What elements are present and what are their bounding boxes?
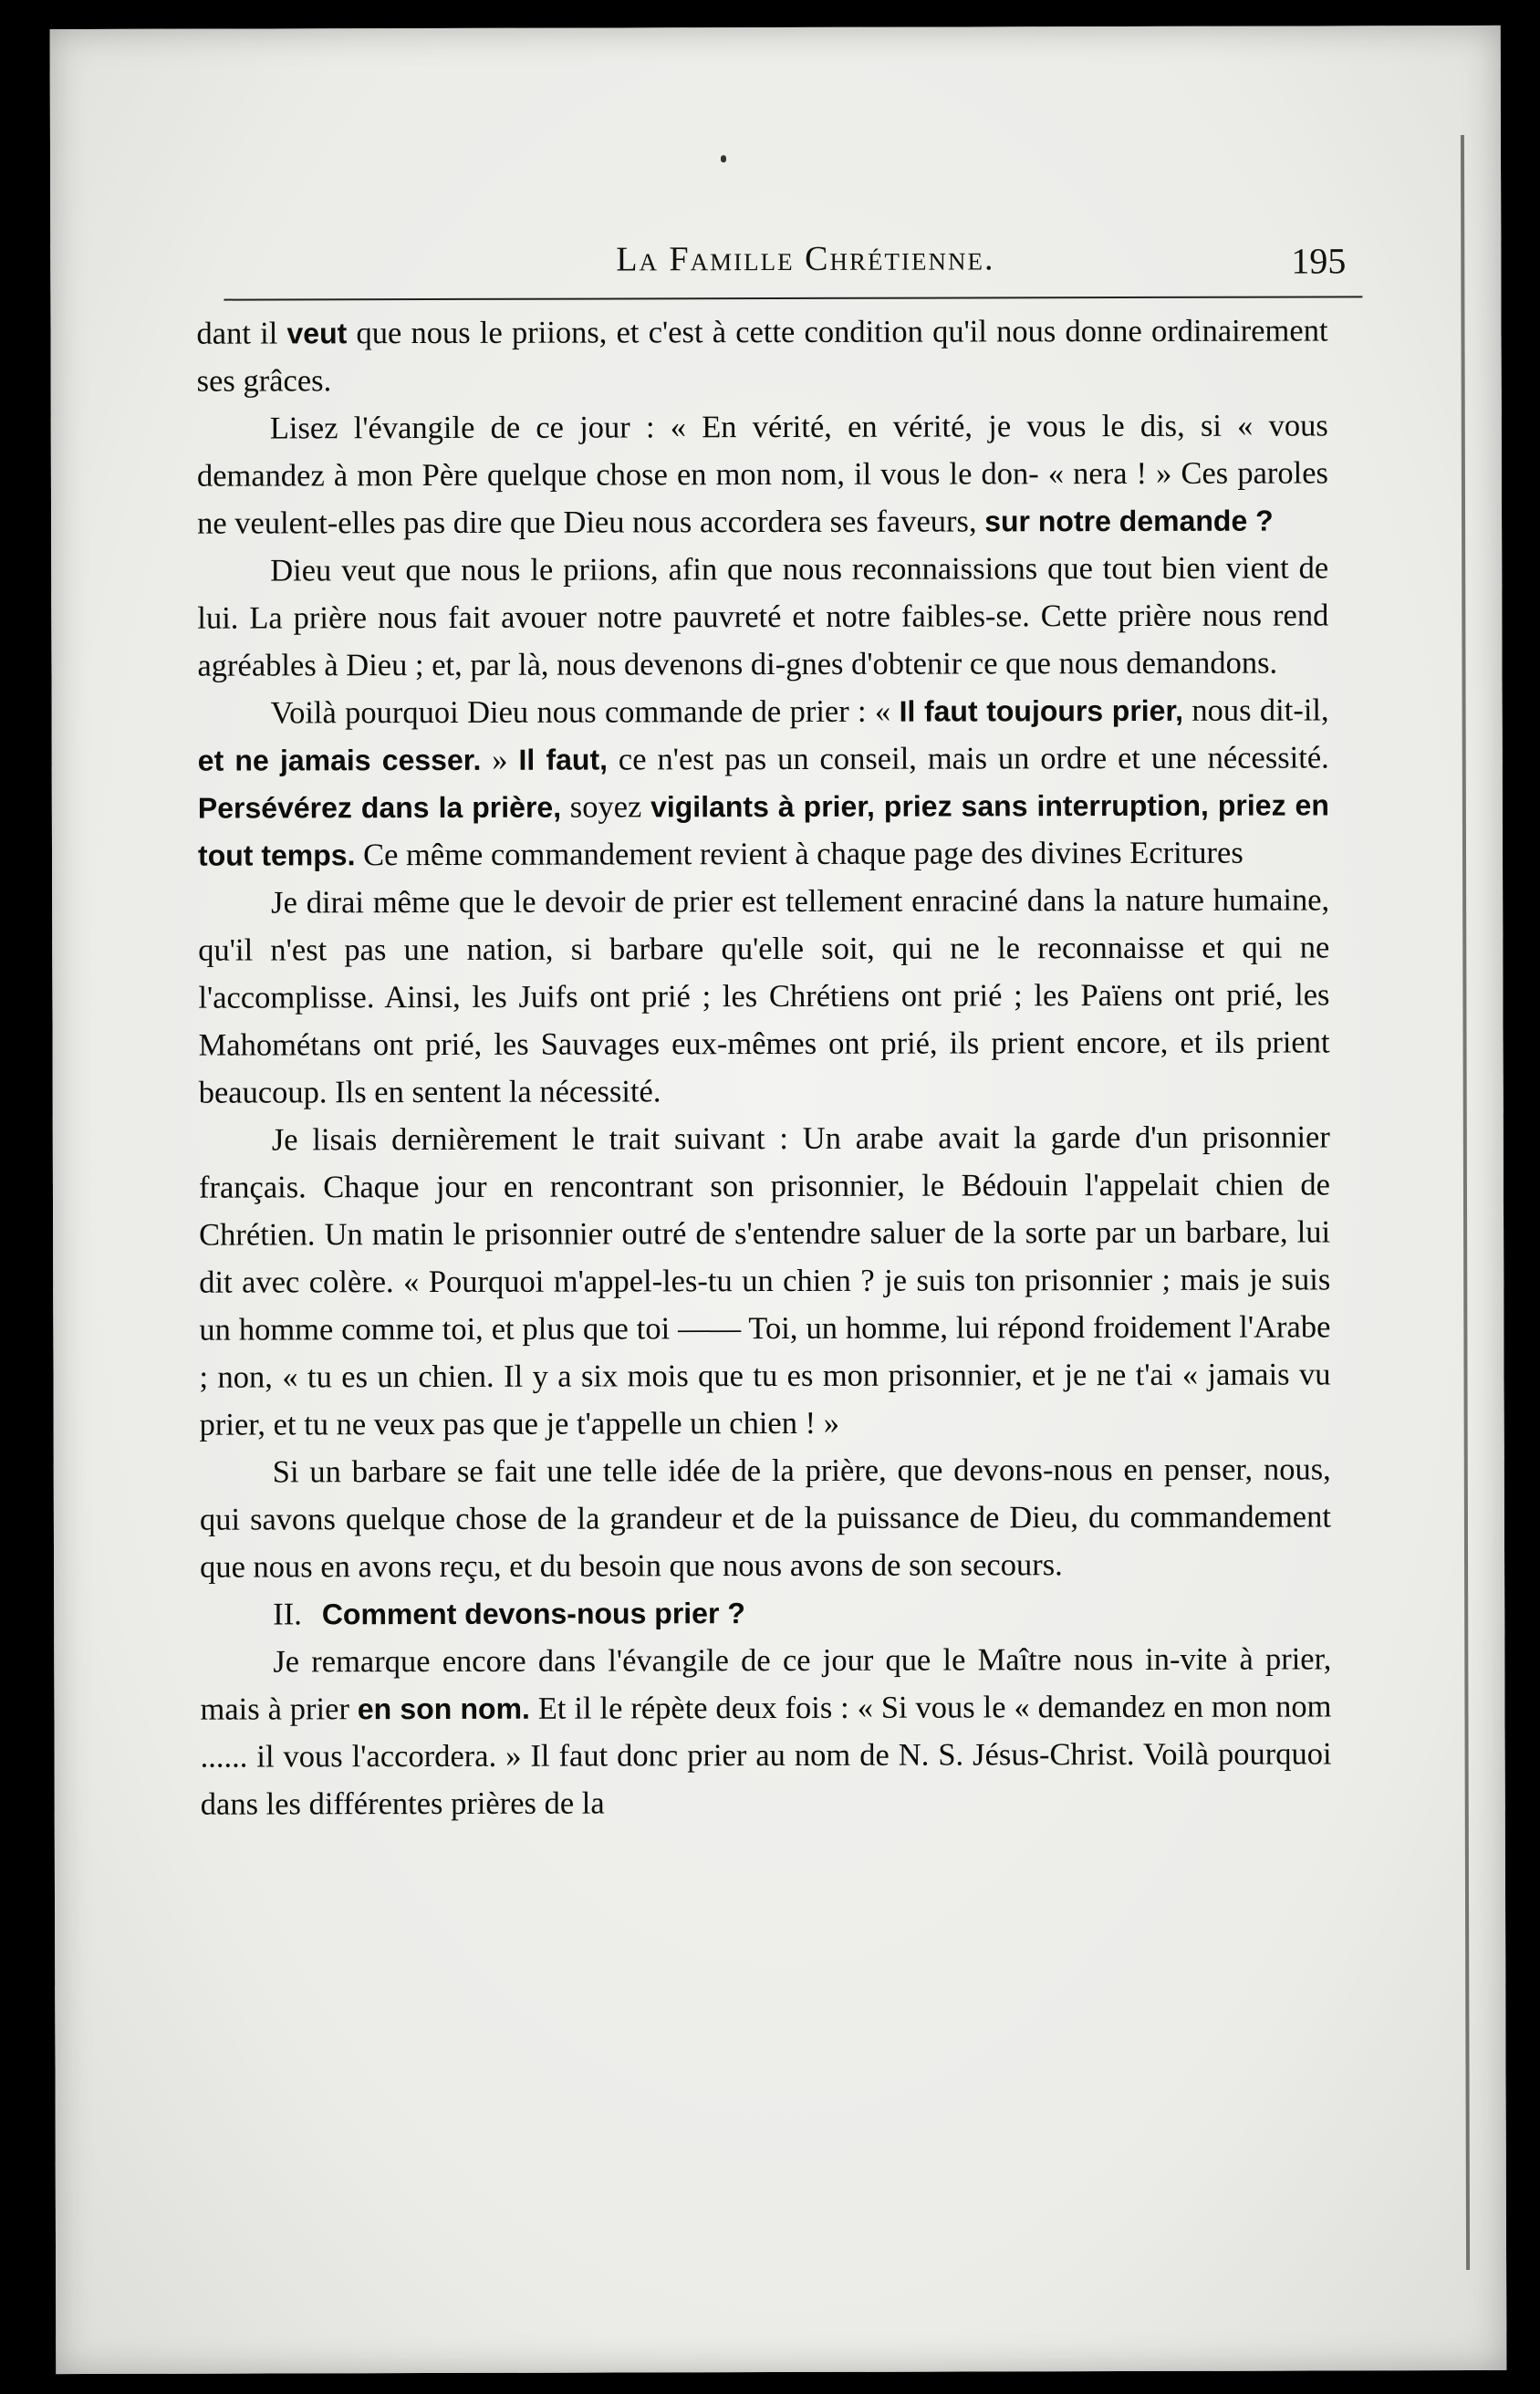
header-rule (224, 296, 1362, 300)
paragraph (198, 686, 1330, 879)
paragraph (200, 1445, 1331, 1590)
paragraph (198, 876, 1330, 1116)
emphasized-text: Persévérez dans la prière, (197, 790, 562, 825)
text-run: Et il le répète deux fois : « Si vous le « demandez en mon nom ...... il vous l'accordera. » Il faut donc prier au nom de N. S. Jésus-Christ. Voilà pourquoi dans les différentes prières de la (200, 1689, 1332, 1822)
emphasized-text: Il faut toujours prier, (899, 693, 1184, 728)
text-run: Je dirai même que le devoir de prier est tellement enraciné dans la nature humaine, qu'il n'est pas une nation, si barbare qu'elle soit, qui ne le reconnaisse et qui ne l'accomplisse. Ainsi, les Juifs ont prié ; les Chrétiens ont prié ; les Païens ont prié, les Mahométans ont prié, les Sauvages eux-mêmes ont prié, ils prient encore, et ils prient beaucoup. Ils en sentent la nécessité. (198, 882, 1330, 1110)
text-run: soyez (561, 789, 651, 825)
text-run: Je lisais dernièrement le trait suivant : Un arabe avait la garde d'un prisonnier français. Chaque jour en rencontrant son prisonnier, le Bédouin l'appelait chien de Chrétien. Un matin le prisonnier outré de s'entendre saluer de la sorte par un barbare, lui dit avec colère. « Pourquoi m'appel-les-tu un chien ? je suis ton prisonnier ; mais je suis un homme comme toi, et plus que toi —— Toi, un homme, lui répond froidement l'Arabe ; non, « tu es un chien. Il y a six mois que tu es mon prisonnier, et je ne t'ai « jamais vu prier, et tu ne veux pas que je t'appelle un chien ! » (198, 1119, 1331, 1442)
emphasized-text: en son nom. (357, 1691, 530, 1726)
text-run: Si un barbare se fait une telle idée de la prière, que devons-nous en penser, nous, qui savons quelque chose de la grandeur et de la puissance de Dieu, du commandement que nous en avons reçu, et du besoin que nous avons de son secours. (199, 1452, 1331, 1585)
page-edge (1461, 135, 1470, 2270)
page-header (196, 228, 1347, 295)
emphasized-text: sur notre demande ? (984, 504, 1274, 538)
text-run: Dieu veut que nous le priions, afin que nous reconnaissions que tout bien vient de lui. La prière nous fait avouer notre pauvreté et notre faibles-se. Cette prière nous rend agréables à Dieu ; et, par là, nous devenons di-gnes d'obtenir ce que nous demandons. (197, 550, 1329, 683)
emphasized-text: Il faut, (518, 743, 609, 776)
section-heading (200, 1587, 1331, 1638)
paragraph (196, 307, 1327, 404)
text-run: Voilà pourquoi Dieu nous commande de prier : « (270, 693, 900, 731)
paragraph (199, 1113, 1331, 1448)
final-paragraph (200, 1635, 1332, 1827)
text-run: Je remarque encore dans l'évangile de ce jour que le Maître nous in-vite à prier, mais à prier (200, 1641, 1332, 1727)
text-run: nous dit-il, (1182, 692, 1329, 728)
text-run: que nous le priions, et c'est à cette condition qu'il nous donne ordinairement ses grâces. (196, 313, 1328, 399)
paragraph (197, 401, 1328, 546)
section-title: Comment devons-nous prier ? (321, 1597, 745, 1631)
book-page (50, 26, 1507, 2374)
text-run: dant il (196, 316, 287, 351)
section-number: II. (273, 1597, 302, 1632)
text-run: Lisez l'évangile de ce jour : « En vérité, en vérité, je vous le dis, si « vous demandez à mon Père quelque chose en mon nom, il vous le don- « nera ! » Ces paroles ne veulent-elles pas dire que Dieu nous accordera ses faveurs, (196, 408, 1328, 541)
emphasized-text: vigilants à prier, priez sans interruption, priez en tout temps. (197, 788, 1329, 872)
emphasized-text: et ne jamais cesser. (197, 743, 482, 777)
text-run: » (481, 742, 519, 777)
text-run: ce n'est pas un conseil, mais un ordre et une nécessité. (607, 740, 1329, 777)
running-title: La Famille Chrétienne. (616, 239, 995, 279)
body-text (196, 307, 1331, 1827)
text-run: Ce même commandement revient à chaque page des divines Ecritures (355, 835, 1243, 873)
paragraph (197, 544, 1328, 689)
page-number: 195 (1291, 240, 1347, 282)
ink-speck (721, 155, 726, 162)
paragraph-list (196, 307, 1331, 1590)
emphasized-text: veut (286, 317, 348, 350)
